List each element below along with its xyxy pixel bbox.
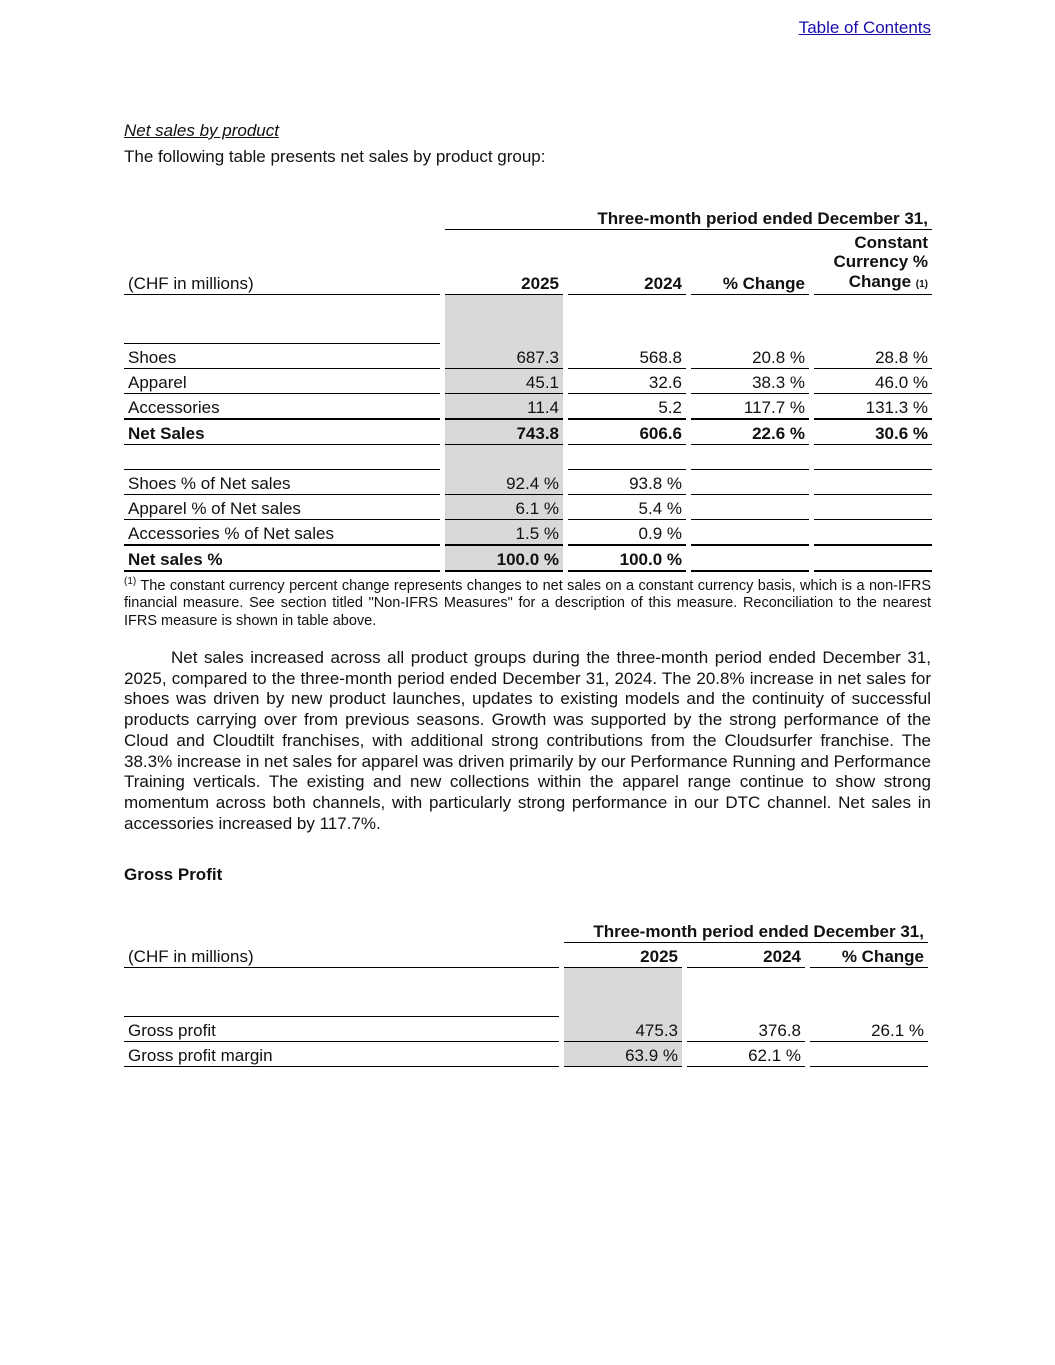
col-header-change: % Change — [691, 230, 809, 295]
col-header-2024: 2024 — [568, 230, 686, 295]
footnote: $^{(1)}$ The constant currency percent change represents changes to net sales on a constant currency basis, which is a non-IFRS financial measure. See section titled "Non-IFRS Measures" for a description of this measure. Reconciliation to the nearest IFRS measure is shown in table above. — [124, 576, 931, 629]
col-header-2024: 2024 — [687, 943, 805, 968]
col-header-2025: 2025 — [564, 943, 682, 968]
intro-text: The following table presents net sales by product group: — [124, 147, 546, 166]
col-header-constant-currency: Constant Currency % Change (1) — [814, 230, 932, 295]
unit-label: (CHF in millions) — [124, 230, 440, 295]
table-row: Accessories 11.4 5.2 117.7 % 131.3 % — [124, 394, 932, 420]
spacer-row — [124, 295, 932, 344]
spacer-row — [124, 968, 928, 1017]
table-period-header-row — [124, 202, 932, 230]
table-row: Gross profit margin 63.9 % 62.1 % — [124, 1042, 928, 1067]
net-sales-table — [119, 202, 937, 572]
footnote-mark: (1) — [124, 576, 137, 587]
table-of-contents-link[interactable]: Table of Contents — [798, 18, 931, 37]
table-column-header-row — [124, 230, 932, 295]
table-period-header-row — [124, 918, 928, 943]
table-total-row: Net Sales 743.8 606.6 22.6 % 30.6 % — [124, 420, 932, 445]
section-title-net-sales-by-product: Net sales by product — [124, 121, 279, 140]
table-total-row: Net sales % 100.0 % 100.0 % — [124, 546, 932, 572]
table-row: Accessories % of Net sales 1.5 % 0.9 % — [124, 520, 932, 546]
table-column-header-row — [124, 943, 928, 968]
period-header: Three-month period ended December 31, — [445, 202, 932, 230]
section-title-gross-profit: Gross Profit — [124, 865, 223, 884]
col-header-2025: 2025 — [445, 230, 563, 295]
spacer-row — [124, 445, 932, 470]
footnote-ref: (1) — [915, 278, 928, 290]
table-row: Shoes 687.3 568.8 20.8 % 28.8 % — [124, 344, 932, 369]
table-row: Shoes % of Net sales 92.4 % 93.8 % — [124, 470, 932, 495]
table-row: Apparel % of Net sales 6.1 % 5.4 % — [124, 495, 932, 520]
body-paragraph: Net sales increased across all product groups during the three-month period ended December 31, 2025, compared to the three-month period ended December 31, 2024. The 20.8% increase in net sales for shoes was driven by new product launches, updates to existing models and the continuity of successful products carrying over from previous seasons. Growth was supported by the strong performance of the Cloud and Cloudtilt franchises, with additional strong contributions from the Cloudsurfer franchise. The 38.3% increase in net sales for apparel was driven primarily by our Performance Running and Performance Training verticals. The existing and new collections within the apparel range continue to show strong momentum across both channels, with particularly strong performance in our DTC channel. Net sales in accessories increased by 117.7%. — [124, 648, 931, 833]
table-row: Gross profit 475.3 376.8 26.1 % — [124, 1017, 928, 1042]
table-row: Apparel 45.1 32.6 38.3 % 46.0 % — [124, 369, 932, 394]
unit-label: (CHF in millions) — [124, 943, 559, 968]
period-header: Three-month period ended December 31, — [564, 918, 928, 943]
col-header-change: % Change — [810, 943, 928, 968]
gross-profit-table — [119, 918, 933, 1067]
